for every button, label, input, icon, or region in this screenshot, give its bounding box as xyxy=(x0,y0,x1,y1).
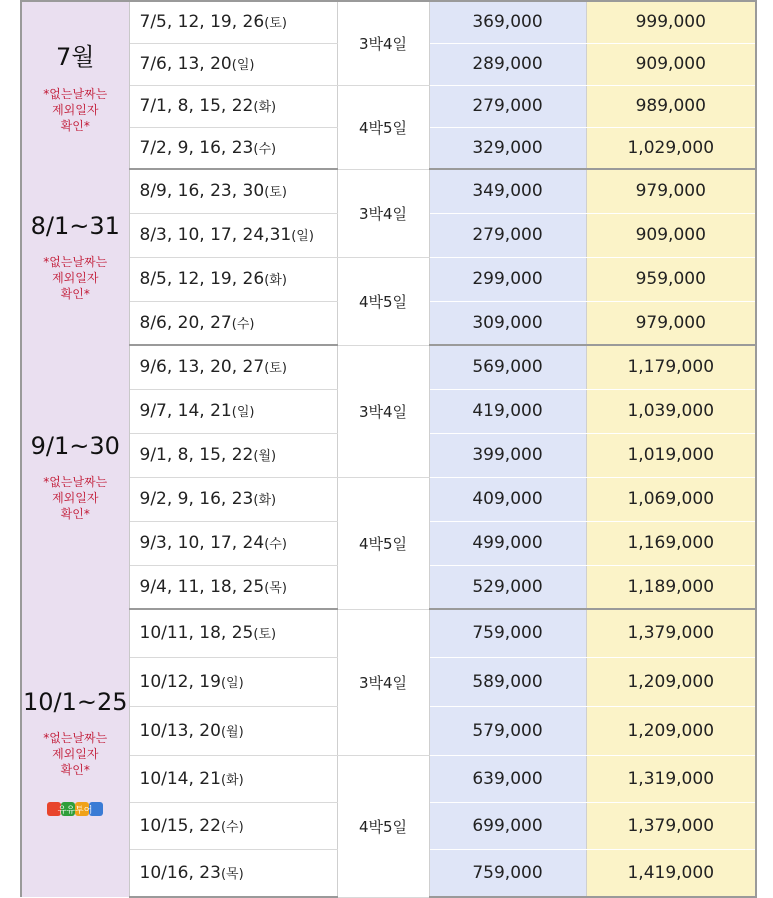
date-cell: 10/13, 20(월) xyxy=(129,706,337,755)
price-cell: 1,029,000 xyxy=(586,127,756,169)
month-cell xyxy=(21,609,129,897)
date-cell: 10/16, 23(목) xyxy=(129,849,337,897)
month-label: 7월 xyxy=(56,43,95,71)
note-text: *없는날짜는 제외일자 확인* xyxy=(43,731,108,777)
nights-cell: 4박5일 xyxy=(337,85,429,169)
price-cell: 529,000 xyxy=(429,565,586,609)
price-cell: 979,000 xyxy=(586,169,756,213)
note-text: *없는날짜는 제외일자 확인* xyxy=(43,255,108,301)
price-cell: 1,209,000 xyxy=(586,706,756,755)
price-cell: 909,000 xyxy=(586,213,756,257)
price-cell: 569,000 xyxy=(429,345,586,389)
note-text: *없는날짜는 제외일자 확인* xyxy=(43,475,108,521)
price-cell: 279,000 xyxy=(429,85,586,127)
price-cell: 409,000 xyxy=(429,477,586,521)
price-cell: 329,000 xyxy=(429,127,586,169)
note-text: *없는날짜는 제외일자 확인* xyxy=(43,87,108,133)
price-cell: 1,039,000 xyxy=(586,389,756,433)
month-cell xyxy=(21,169,129,345)
price-cell: 959,000 xyxy=(586,257,756,301)
price-cell: 639,000 xyxy=(429,755,586,802)
date-cell: 9/7, 14, 21(일) xyxy=(129,389,337,433)
date-cell: 10/11, 18, 25(토) xyxy=(129,609,337,657)
nights-cell: 3박4일 xyxy=(337,609,429,755)
month-label: 8/1~31 xyxy=(30,212,120,240)
price-cell: 999,000 xyxy=(586,1,756,43)
nights-cell: 4박5일 xyxy=(337,755,429,897)
price-cell: 759,000 xyxy=(429,609,586,657)
price-cell: 589,000 xyxy=(429,657,586,706)
date-cell: 7/5, 12, 19, 26(토) xyxy=(129,1,337,43)
table-row xyxy=(21,755,756,802)
price-cell: 1,069,000 xyxy=(586,477,756,521)
price-cell: 579,000 xyxy=(429,706,586,755)
date-cell: 10/15, 22(수) xyxy=(129,802,337,849)
price-cell: 699,000 xyxy=(429,802,586,849)
price-cell: 1,169,000 xyxy=(586,521,756,565)
price-cell: 279,000 xyxy=(429,213,586,257)
date-cell: 9/3, 10, 17, 24(수) xyxy=(129,521,337,565)
price-cell: 1,319,000 xyxy=(586,755,756,802)
date-cell: 8/5, 12, 19, 26(화) xyxy=(129,257,337,301)
table-row xyxy=(21,609,756,657)
price-cell: 979,000 xyxy=(586,301,756,345)
date-cell: 9/1, 8, 15, 22(월) xyxy=(129,433,337,477)
price-cell: 499,000 xyxy=(429,521,586,565)
date-cell: 7/2, 9, 16, 23(수) xyxy=(129,127,337,169)
price-cell: 289,000 xyxy=(429,43,586,85)
price-cell: 1,189,000 xyxy=(586,565,756,609)
tour-logo-icon xyxy=(46,800,104,818)
price-cell: 399,000 xyxy=(429,433,586,477)
table-row xyxy=(21,169,756,213)
price-cell: 1,419,000 xyxy=(586,849,756,897)
svg-text:유유투어: 유유투어 xyxy=(57,806,93,816)
date-cell: 9/6, 13, 20, 27(토) xyxy=(129,345,337,389)
price-cell: 299,000 xyxy=(429,257,586,301)
nights-cell: 3박4일 xyxy=(337,1,429,85)
price-cell: 909,000 xyxy=(586,43,756,85)
table-row xyxy=(21,1,756,43)
date-cell: 8/6, 20, 27(수) xyxy=(129,301,337,345)
price-cell: 419,000 xyxy=(429,389,586,433)
nights-cell: 4박5일 xyxy=(337,477,429,609)
price-cell: 1,019,000 xyxy=(586,433,756,477)
date-cell: 7/6, 13, 20(일) xyxy=(129,43,337,85)
date-cell: 8/3, 10, 17, 24,31(일) xyxy=(129,213,337,257)
table-row xyxy=(21,345,756,389)
date-cell: 8/9, 16, 23, 30(토) xyxy=(129,169,337,213)
price-cell: 309,000 xyxy=(429,301,586,345)
price-table xyxy=(20,0,757,898)
nights-cell: 3박4일 xyxy=(337,345,429,477)
month-cell xyxy=(21,1,129,169)
month-cell xyxy=(21,345,129,609)
price-cell: 989,000 xyxy=(586,85,756,127)
price-cell: 1,179,000 xyxy=(586,345,756,389)
price-cell: 1,379,000 xyxy=(586,802,756,849)
price-cell: 349,000 xyxy=(429,169,586,213)
date-cell: 9/4, 11, 18, 25(목) xyxy=(129,565,337,609)
date-cell: 9/2, 9, 16, 23(화) xyxy=(129,477,337,521)
table-row xyxy=(21,85,756,127)
table-row xyxy=(21,257,756,301)
nights-cell: 3박4일 xyxy=(337,169,429,257)
price-cell: 369,000 xyxy=(429,1,586,43)
table-row xyxy=(21,477,756,521)
price-cell: 1,379,000 xyxy=(586,609,756,657)
nights-cell: 4박5일 xyxy=(337,257,429,345)
date-cell: 10/14, 21(화) xyxy=(129,755,337,802)
date-cell: 7/1, 8, 15, 22(화) xyxy=(129,85,337,127)
month-label: 9/1~30 xyxy=(30,432,120,460)
price-cell: 759,000 xyxy=(429,849,586,897)
month-label: 10/1~25 xyxy=(22,688,128,716)
date-cell: 10/12, 19(일) xyxy=(129,657,337,706)
price-cell: 1,209,000 xyxy=(586,657,756,706)
